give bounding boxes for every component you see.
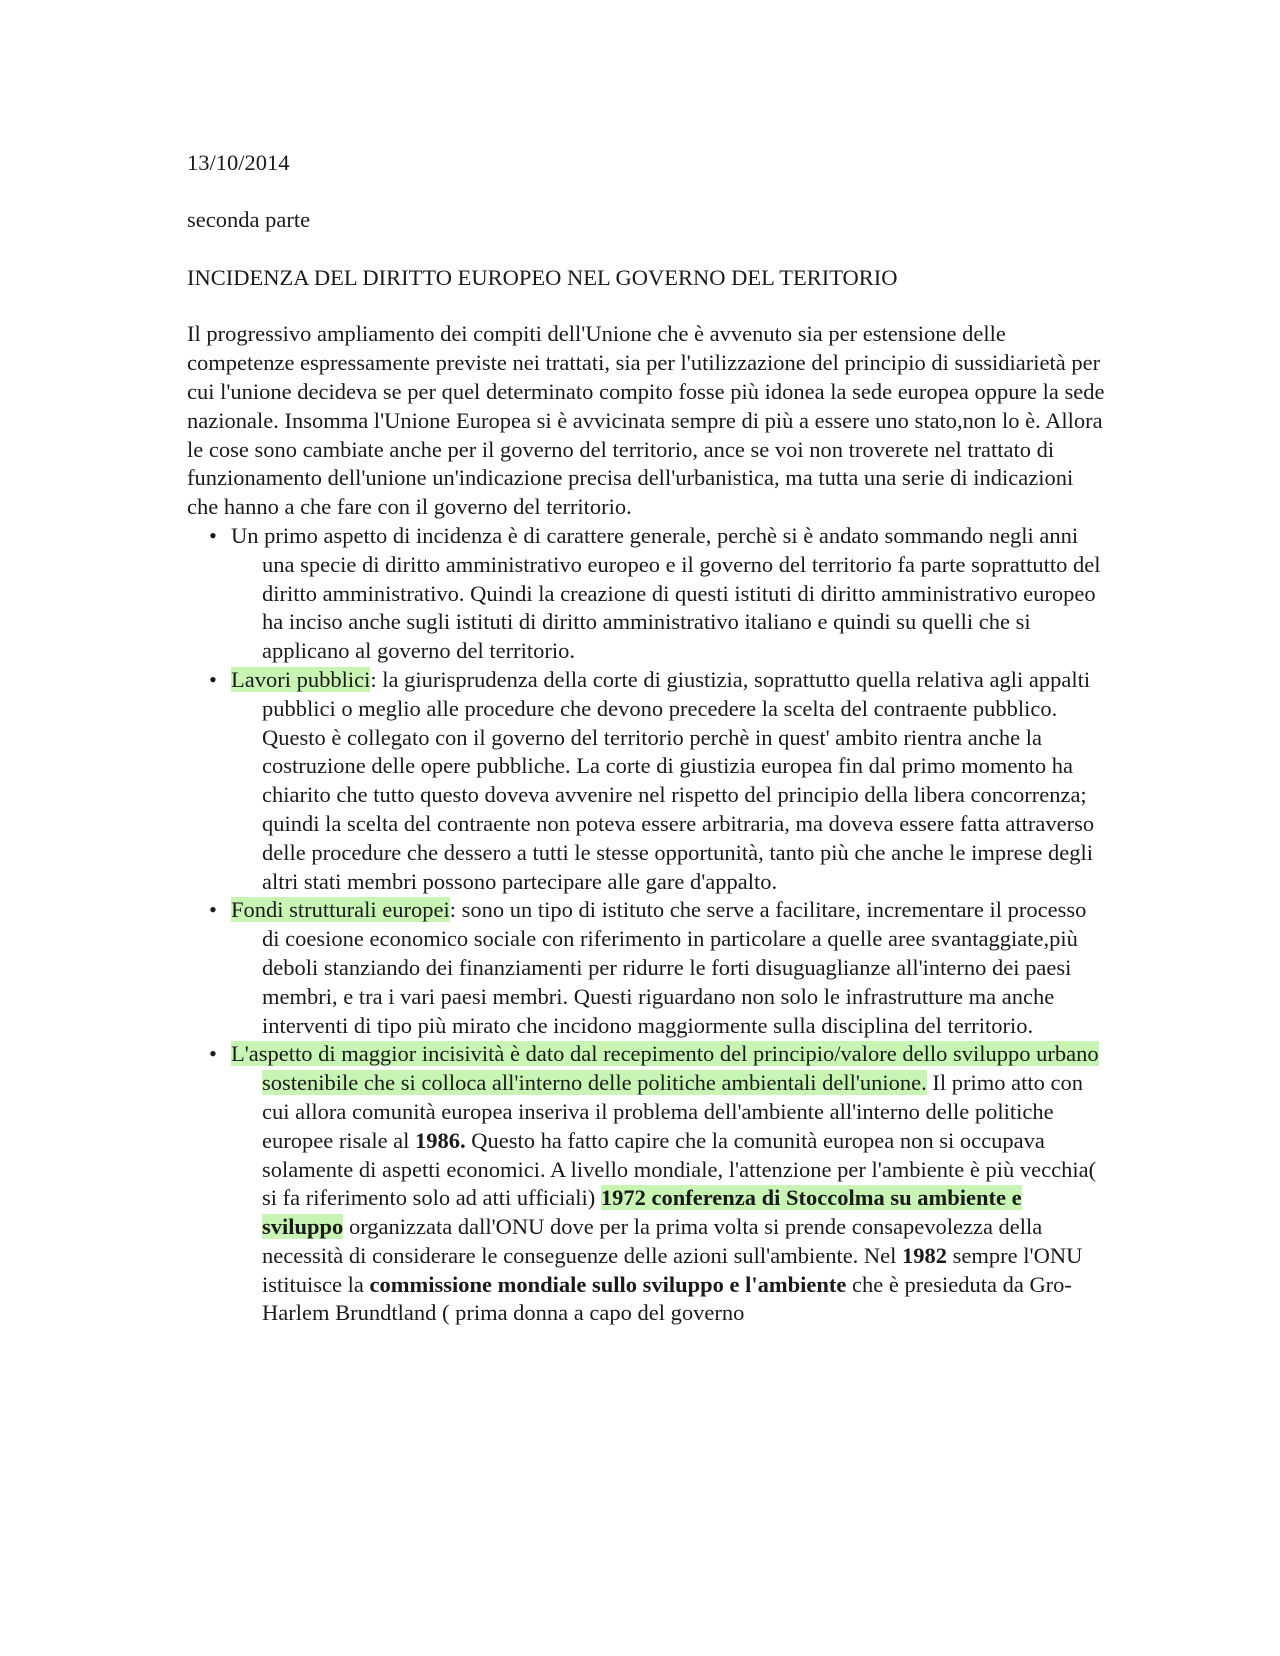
- highlighted-sentence: L'aspetto di maggior incisività è dato dal recepimento del principio/valore dello sviluppo urbano sostenibile che si colloca all'interno delle politiche ambientali dell'unione.: [231, 1041, 1099, 1096]
- list-item-text: che è presieduta da Gro-Harlem Brundtland ( prima donna a capo del governo: [262, 1271, 1072, 1326]
- list-item-text: : la giurisprudenza della corte di giustizia, soprattutto quella relativa agli appalti pubblici o meglio alle procedure che devono precedere la scelta del contraente pubblico. Questo è collegato con il governo del territorio perchè in quest' ambito rientra anche la costruzione delle opere pubbliche. La corte di giustizia europea fin dal primo momento ha chiarito che tutto questo doveva avvenire nel rispetto del principio della libera concorrenza; quindi la scelta del contraente non poteva essere arbitraria, ma doveva essere fatta attraverso delle procedure che dessero a tutti le stesse opportunità, tanto più che anche le imprese degli altri stati membri possono partecipare alle gare d'appalto.: [262, 666, 1095, 894]
- list-item-text: : sono un tipo di istituto che serve a facilitare, incrementare il processo di coesione economico sociale con riferimento in particolare a quelle aree svantaggiate,più deboli stanziando dei finanziamenti per ridurre le forti disuguaglianze all'interno dei paesi membri, e tra i vari paesi membri. Questi riguardano non solo le infrastrutture ma anche interventi di tipo più mirato che incidono maggiormente sulla disciplina del territorio.: [262, 897, 1087, 1038]
- bold-commission: commissione mondiale sullo sviluppo e l'ambiente: [369, 1271, 847, 1297]
- list-item: [187, 1040, 1107, 1328]
- document-subtitle: seconda parte: [187, 206, 311, 232]
- list-item: [187, 896, 1107, 1040]
- document-date: 13/10/2014: [187, 150, 290, 175]
- bullet-list: [187, 522, 1107, 1328]
- list-item-text: Il primo atto con cui allora comunità europea inseriva il problema dell'ambiente all'interno delle politiche europee risale al: [262, 1070, 1084, 1153]
- list-item-text: organizzata dall'ONU dove per la prima volta si prende consapevolezza della necessità di considerare le conseguenze delle azioni sull'ambiente. Nel: [262, 1214, 1043, 1268]
- list-item-text: sempre l'ONU istituisce la: [262, 1242, 1083, 1297]
- bullet-icon: •: [209, 1041, 217, 1067]
- document-body: [187, 149, 1107, 1328]
- list-item-text: Questo ha fatto capire che la comunità europea non si occupava solamente di aspetti economici. A livello mondiale, l'attenzione per l'ambiente è più vecchia( si fa riferimento solo ad atti ufficiali): [262, 1127, 1097, 1211]
- bullet-icon: •: [209, 666, 217, 692]
- document-heading: INCIDENZA DEL DIRITTO EUROPEO NEL GOVERNO DEL TERITORIO: [187, 264, 898, 290]
- highlighted-term: Lavori pubblici: [231, 666, 371, 692]
- bullet-icon: •: [209, 897, 217, 923]
- bullet-icon: •: [209, 522, 217, 548]
- highlighted-bold-event: 1972 conferenza di Stoccolma su ambiente e sviluppo: [262, 1185, 1022, 1240]
- intro-paragraph: Il progressivo ampliamento dei compiti dell'Unione che è avvenuto sia per estensione delle competenze espressamente previste nei trattati, sia per l'utilizzazione del principio di sussidiarietà per cui l'unione decideva se per quel determinato compito fosse più idonea la sede europea oppure la sede nazionale. Insomma l'Unione Europea si è avvicinata sempre di più a essere uno stato,non lo è. Allora le cose sono cambiate anche per il governo del territorio, ance se voi non troverete nel trattato di funzionamento dell'unione un'indicazione precisa dell'urbanistica, ma tutta una serie di indicazioni che hanno a che fare con il governo del territorio.: [187, 321, 1105, 520]
- list-item-text: Un primo aspetto di incidenza è di carattere generale, perchè si è andato sommando negli anni una specie di diritto amministrativo europeo e il governo del territorio fa parte soprattutto del diritto amministrativo. Quindi la creazione di questi istituti di diritto amministrativo europeo ha inciso anche sugli istituti di diritto amministrativo italiano e quindi su quelli che si applicano al governo del territorio.: [231, 522, 1101, 664]
- bold-year: 1986.: [415, 1127, 466, 1153]
- bold-year: 1982: [902, 1242, 948, 1268]
- list-item: [187, 522, 1107, 666]
- list-item: [187, 666, 1107, 896]
- highlighted-term: Fondi strutturali europei: [231, 897, 450, 923]
